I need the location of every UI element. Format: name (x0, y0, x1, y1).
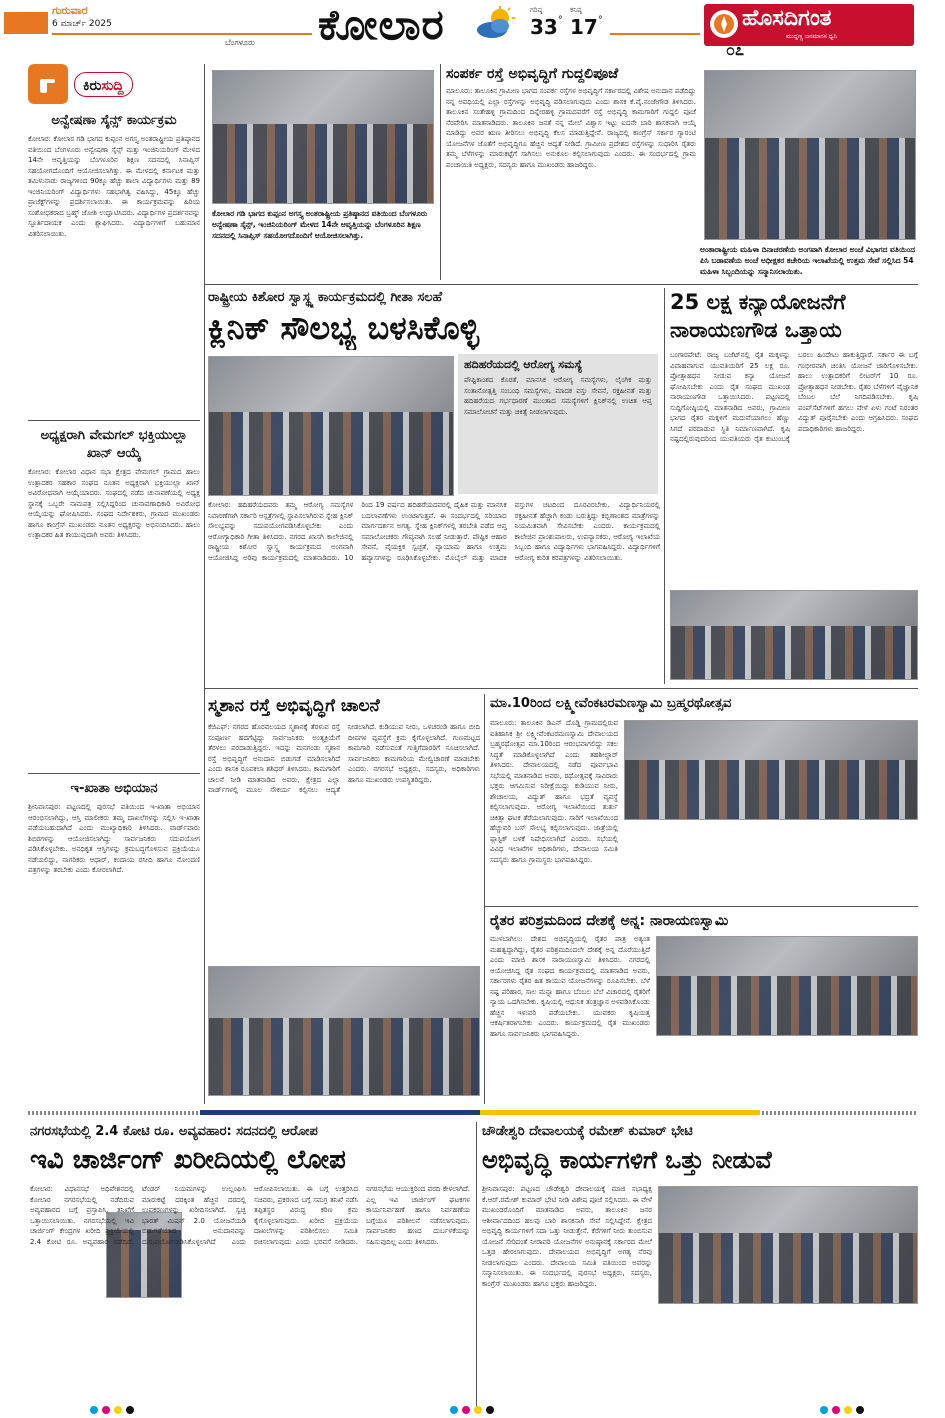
road-story-body: ಮಾಲೂರು: ತಾಲೂಕಿನ ಗ್ರಾಮೀಣ ಭಾಗದ ಸಂಪರ್ಕ ರಸ್ತೆಗಳ ಅಭಿವೃದ್ಧಿಗೆ ಸರ್ಕಾರದಲ್ಲಿ ವಿಶೇಷ ಅನುದಾನ ಪಡೆದಿದ್ದು ನನ್ನ ಅವಧಿಯಲ್ಲಿ ಎಲ್ಲಾ ರಸ್ತೆಗಳನ್ನು ಅಭಿವೃದ್ಧಿ ಪಡಿಸಲಾಗುವುದು ಎಂದು ಶಾಸಕ ಕೆ.ವೈ.ನಂಜೇಗೌಡ ತಿಳಿಸಿದರು. ತಾಲೂಕಿನ ಸಂತೇಹಳ್ಳಿ ಗ್ರಾಮದಿಂದ ದಿನ್ನೇರಹಳ್ಳಿ ಗ್ರಾಮದವರೆಗೆ ರಸ್ತೆ ಅಭಿವೃದ್ಧಿ ಕಾಮಗಾರಿಗೆ ಗುದ್ದಲಿ ಪೂಜೆ ನೆರವೇರಿಸಿ ಮಾತನಾಡಿದರು. ತಾಲೂಕಿನ ಜನತೆ ನನ್ನ ಮೇಲೆ ವಿಶ್ವಾಸ ಇಟ್ಟು ಐದನೇ ಬಾರಿ ಶಾಸಕನಾಗಿ ಆಯ್ಕೆ ಮಾಡಿದ್ದು ಅವರ ಋಣ ತೀರಿಸಲು ಅಭಿವೃದ್ಧಿ ಕೆಲಸ ಮಾಡುತ್ತಿದ್ದೇನೆ. ರಾಜ್ಯದಲ್ಲಿ ಕಾಂಗ್ರೆಸ್ ಸರ್ಕಾರ ಗ್ಯಾರಂಟಿ ಯೋಜನೆಗಳ ಜೊತೆಗೆ ಅಭಿವೃದ್ಧಿಗೂ ಹೆಚ್ಚಿನ ಆದ್ಯತೆ ನೀಡಿದೆ. ಗ್ರಾಮೀಣ ಪ್ರದೇಶದ ರಸ್ತೆಗಳನ್ನು ಸುಧಾರಿಸಿ ರೈತರು ತಮ್ಮ ಬೆಳೆಗಳನ್ನು ಮಾರುಕಟ್ಟೆಗೆ ಸಾಗಿಸಲು ಅನುಕೂಲ ಕಲ್ಪಿಸಲಾಗುವುದು ಎಂದರು. ಈ ಸಂದರ್ಭದಲ್ಲಿ ಗ್ರಾಮ ಪಂಚಾಯಿತಿ ಅಧ್ಯಕ್ಷರು, ಸದಸ್ಯರು ಹಾಗೂ ಮುಖಂಡರು ಹಾಜರಿದ್ದರು. (446, 87, 696, 169)
science-event-caption: ಕೋಲಾರ ಗಡಿ ಭಾಗದ ಕುಪ್ಪಂನ ಅಗಸ್ತ್ಯ ಅಂತರಾಷ್ಟ್ರೀಯ ಪ್ರತಿಷ್ಠಾನದ ವತಿಯಿಂದ ಬೆಂಗಳೂರು ಅನ್ವೇಷಣಾ ಸೈನ್ಸ್, ಇಂಜಿನಿಯರಿಂಗ್ ಮೇಳದ 14ನೇ ಆವೃತ್ತಿಯನ್ನು ಬೆಂಗಳೂರಿನ ಶಿಕ್ಷಣ ಸದನದಲ್ಲಿ ಸಿನಾಪ್ಸಿಸ್ ಸಹಯೋಗದೊಂದಿಗೆ ಆಯೋಜಿಸಲಾಗಿತ್ತು. (212, 209, 428, 240)
brief-item (28, 427, 200, 767)
cemetery-road-photo (208, 966, 480, 1096)
ev-kicker: ನಗರಸಭೆಯಲ್ಲಿ 2.4 ಕೋಟಿ ರೂ. ಅವ್ಯವಹಾರ: ಸದನದಲ್ಲಿ ಆರೋಪ (30, 1124, 318, 1139)
brief-title: ಅನ್ವೇಷಣಾ ಸೈನ್ಸ್ ಕಾರ್ಯಕ್ರಮ (51, 113, 177, 128)
masthead-date-block (52, 4, 232, 48)
science-event-photo (212, 70, 434, 204)
clinic-event-photo (208, 356, 454, 496)
cemetery-road-body: ಕೆಜಿಎಫ್: ನಗರದ ಹೊರವಲಯದ ಸ್ಮಶಾನಕ್ಕೆ ತೆರಳುವ ರಸ್ತೆ ಸಂಪೂರ್ಣ ಹದಗೆಟ್ಟಿದ್ದು ಸಾರ್ವಜನಿಕರು ಅಂತ್ಯಕ್ರಿಯೆಗೆ ತೆರಳಲು ಪರದಾಡುತ್ತಿದ್ದರು. ಇದನ್ನು ಮನಗಂಡು ಸ್ಮಶಾನ ರಸ್ತೆ ಅಭಿವೃದ್ಧಿಗೆ ಅನುದಾನ ಬಿಡುಗಡೆ ಮಾಡಿಸಲಾಗಿದೆ ಎಂದು ಶಾಸಕಿ ರೂಪಕಲಾ ಶಶಿಧರ್ ತಿಳಿಸಿದರು. ಕಾಮಗಾರಿಗೆ ಚಾಲನೆ ನೀಡಿ ಮಾತನಾಡಿದ ಅವರು, ಕ್ಷೇತ್ರದ ಎಲ್ಲಾ ವಾರ್ಡ್‌ಗಳಲ್ಲಿ ಮೂಲ ಸೌಕರ್ಯ ಕಲ್ಪಿಸಲು ಆದ್ಯತೆ ನೀಡಲಾಗಿದೆ. ಕುಡಿಯುವ ನೀರು, ಒಳಚರಂಡಿ ಹಾಗೂ ಬೀದಿ ದೀಪಗಳ ವ್ಯವಸ್ಥೆಗೆ ಕ್ರಮ ಕೈಗೊಳ್ಳಲಾಗಿದೆ. ಗುಣಮಟ್ಟದ ಕಾಮಗಾರಿ ನಡೆಸುವಂತೆ ಗುತ್ತಿಗೆದಾರರಿಗೆ ಸೂಚಿಸಲಾಗಿದೆ. ಸಾರ್ವಜನಿಕರು ಕಾಮಗಾರಿಯ ಮೇಲ್ವಿಚಾರಣೆ ಮಾಡಬೇಕು ಎಂದರು. ನಗರಸಭೆ ಅಧ್ಯಕ್ಷರು, ಸದಸ್ಯರು, ಅಧಿಕಾರಿಗಳು ಹಾಗೂ ಮುಖಂಡರು ಉಪಸ್ಥಿತರಿದ್ದರು. (208, 723, 480, 794)
hand-icon (28, 64, 68, 104)
weather-max-label: ಗರಿಷ್ಠ (530, 6, 543, 14)
weather-icon (474, 6, 518, 42)
weather-min-temp: 17 (570, 15, 598, 39)
kanya-headline-line2: ನಾರಾಯಣಗೌಡ ಒತ್ತಾಯ (670, 318, 842, 342)
kanya-story-body: ಬಂಗಾರಪೇಟೆ: ರಾಜ್ಯ ಬಜೆಟ್‌ನಲ್ಲಿ ರೈತ ಮಕ್ಕಳನ್ನು ವಿವಾಹವಾಗುವ ಯುವತಿಯರಿಗೆ 25 ಲಕ್ಷ ರೂ. ಪ್ರೋತ್ಸಾಹಧನ ನೀಡುವ ಕನ್ಯಾ ಯೋಜನೆ ಘೋಷಿಸಬೇಕು ಎಂದು ರೈತ ಸಂಘದ ಮುಖಂಡ ನಾರಾಯಣಗೌಡ ಒತ್ತಾಯಿಸಿದರು. ಪಟ್ಟಣದಲ್ಲಿ ಸುದ್ದಿಗೋಷ್ಠಿಯಲ್ಲಿ ಮಾತನಾಡಿದ ಅವರು, ಗ್ರಾಮೀಣ ಭಾಗದ ರೈತರ ಮಕ್ಕಳಿಗೆ ಮದುವೆಯಾಗಲು ಹೆಣ್ಣು ಸಿಗದೆ ಪರದಾಡುವ ಸ್ಥಿತಿ ನಿರ್ಮಾಣವಾಗಿದೆ. ಕೃಷಿ ನಷ್ಟದಲ್ಲಿರುವುದರಿಂದ ಯುವತಿಯರು ರೈತ ಕುಟುಂಬಕ್ಕೆ ಬರಲು ಹಿಂದೇಟು ಹಾಕುತ್ತಿದ್ದಾರೆ. ಸರ್ಕಾರ ಈ ಬಗ್ಗೆ ಗಂಭೀರವಾಗಿ ಚಿಂತಿಸಿ ಯೋಜನೆ ಜಾರಿಗೊಳಿಸಬೇಕು. ಹಾಲು ಉತ್ಪಾದಕರಿಗೆ ಲೀಟರ್‌ಗೆ 10 ರೂ. ಪ್ರೋತ್ಸಾಹಧನ ನೀಡಬೇಕು. ರೈತರ ಬೆಳೆಗಳಿಗೆ ವೈಜ್ಞಾನಿಕ ಬೆಂಬಲ ಬೆಲೆ ನಿಗದಿಪಡಿಸಬೇಕು. ಕೃಷಿ ಪಂಪ್‌ಸೆಟ್‌ಗಳಿಗೆ ಹಗಲು ವೇಳೆ ಏಳು ಗಂಟೆ ನಿರಂತರ ವಿದ್ಯುತ್ ಪೂರೈಸಬೇಕು ಎಂದು ಆಗ್ರಹಿಸಿದರು. ಸಂಘದ ಪದಾಧಿಕಾರಿಗಳು ಹಾಜರಿದ್ದರು. (670, 351, 918, 443)
womens-day-photo (704, 70, 916, 240)
brahmotsava-headline: ಮಾ.10ರಿಂದ ಲಕ್ಷ್ಮೀವೆಂಕಟರಮಣಸ್ವಾಮಿ ಬ್ರಹ್ಮರಥೋತ್ಸವ (490, 696, 732, 711)
brand-logo-icon (710, 10, 738, 38)
road-story-headline: ಸಂಪರ್ಕ ರಸ್ತೆ ಅಭಿವೃದ್ಧಿಗೆ ಗುದ್ದಲಿಪೂಜೆ (446, 66, 619, 82)
farmer-story-headline: ರೈತರ ಪರಿಶ್ರಮದಿಂದ ದೇಶಕ್ಕೆ ಅನ್ನ: ನಾರಾಯಣಸ್ವಾಮಿ (490, 913, 729, 929)
clinic-story-body: ಕೋಲಾರ: ಹದಿಹರೆಯದವರು ತಮ್ಮ ಆರೋಗ್ಯ ಸಮಸ್ಯೆಗಳ ನಿವಾರಣೆಗಾಗಿ ಸರ್ಕಾರಿ ಆಸ್ಪತ್ರೆಗಳಲ್ಲಿ ಸ್ಥಾಪಿಸಲಾಗಿರುವ ಸ್ನೇಹ ಕ್ಲಿನಿಕ್ ಸೌಲಭ್ಯವನ್ನು ಸದುಪಯೋಗಪಡಿಸಿಕೊಳ್ಳಬೇಕು ಎಂದು ಆರೋಗ್ಯಾಧಿಕಾರಿ ಗೀತಾ ತಿಳಿಸಿದರು. ನಗರದ ಖಾಸಗಿ ಕಾಲೇಜಿನಲ್ಲಿ ರಾಷ್ಟ್ರೀಯ ಕಿಶೋರ ಸ್ವಾಸ್ಥ್ಯ ಕಾರ್ಯಕ್ರಮದ ಅಂಗವಾಗಿ ಆಯೋಜಿಸಿದ್ದ ಅರಿವು ಕಾರ್ಯಕ್ರಮದಲ್ಲಿ ಮಾತನಾಡಿದರು. 10 ರಿಂದ 19 ವರ್ಷದ ಹದಿಹರೆಯದವರಲ್ಲಿ ದೈಹಿಕ ಮತ್ತು ಮಾನಸಿಕ ಬದಲಾವಣೆಗಳು ಉಂಟಾಗುತ್ತವೆ. ಈ ಸಂದರ್ಭದಲ್ಲಿ ಸರಿಯಾದ ಮಾರ್ಗದರ್ಶನ ಅಗತ್ಯ. ಸ್ನೇಹ ಕ್ಲಿನಿಕ್‌ಗಳಲ್ಲಿ ತರಬೇತಿ ಪಡೆದ ಆಪ್ತ ಸಮಾಲೋಚಕರು ಗೌಪ್ಯವಾಗಿ ಸಲಹೆ ನೀಡುತ್ತಾರೆ. ಪೌಷ್ಟಿಕ ಆಹಾರ ಸೇವನೆ, ವೈಯಕ್ತಿಕ ಸ್ವಚ್ಛತೆ, ವ್ಯಾಯಾಮ ಹಾಗೂ ಉತ್ತಮ ಹವ್ಯಾಸಗಳನ್ನು ರೂಢಿಸಿಕೊಳ್ಳಬೇಕು. ಮೊಬೈಲ್ ಮತ್ತು ಮಾದಕ ವಸ್ತುಗಳ ಚಟದಿಂದ ದೂರವಿರಬೇಕು. ವಿದ್ಯಾರ್ಥಿನಿಯರಲ್ಲಿ ರಕ್ತಹೀನತೆ ಹೆಚ್ಚಾಗಿ ಕಂಡು ಬರುತ್ತಿದ್ದು ಕಬ್ಬಿಣಾಂಶದ ಮಾತ್ರೆಗಳನ್ನು ನಿಯಮಿತವಾಗಿ ಸೇವಿಸಬೇಕು ಎಂದರು. ಕಾರ್ಯಕ್ರಮದಲ್ಲಿ ಕಾಲೇಜಿನ ಪ್ರಾಂಶುಪಾಲರು, ಉಪನ್ಯಾಸಕರು, ಆರೋಗ್ಯ ಇಲಾಖೆಯ ಸಿಬ್ಬಂದಿ ಹಾಗೂ ವಿದ್ಯಾರ್ಥಿಗಳು ಭಾಗವಹಿಸಿದ್ದರು. ವಿದ್ಯಾರ್ಥಿಗಳಿಗೆ ಆರೋಗ್ಯ ಕುರಿತ ಕರಪತ್ರಗಳನ್ನು ವಿತರಿಸಲಾಯಿತು. (208, 501, 660, 562)
temple-kicker: ಚೌಡೇಶ್ವರಿ ದೇವಾಲಯಕ್ಕೆ ರಮೇಶ್ ಕುಮಾರ್ ಭೇಟಿ (482, 1124, 693, 1139)
farmer-story-body: ಮುಳಬಾಗಿಲು: ದೇಶದ ಅಭಿವೃದ್ಧಿಯಲ್ಲಿ ರೈತರ ಪಾತ್ರ ಅತ್ಯಂತ ಮಹತ್ವದ್ದಾಗಿದ್ದು, ರೈತರ ಪರಿಶ್ರಮದಿಂದಲೇ ದೇಶಕ್ಕೆ ಅನ್ನ ದೊರೆಯುತ್ತಿದೆ ಎಂದು ಮಾಜಿ ಶಾಸಕ ನಾರಾಯಣಸ್ವಾಮಿ ತಿಳಿಸಿದರು. ನಗರದಲ್ಲಿ ಆಯೋಜಿಸಿದ್ದ ರೈತ ಸಂಘದ ಕಾರ್ಯಕ್ರಮದಲ್ಲಿ ಮಾತನಾಡಿದ ಅವರು, ಸರ್ಕಾರಗಳು ರೈತರ ಹಿತ ಕಾಯುವ ಯೋಜನೆಗಳನ್ನು ರೂಪಿಸಬೇಕು. ಬೆಳೆ ನಷ್ಟ ಪರಿಹಾರ, ಸಾಲ ಮನ್ನಾ ಹಾಗೂ ಬೆಂಬಲ ಬೆಲೆ ವಿಚಾರದಲ್ಲಿ ರೈತರಿಗೆ ನ್ಯಾಯ ಒದಗಿಸಬೇಕು. ಕೃಷಿಯಲ್ಲಿ ಆಧುನಿಕ ತಂತ್ರಜ್ಞಾನ ಅಳವಡಿಸಿಕೊಂಡು ಹೆಚ್ಚಿನ ಇಳುವರಿ ಪಡೆಯಬೇಕು. ಯುವಕರು ಕೃಷಿಯತ್ತ ಆಕರ್ಷಿತರಾಗಬೇಕು ಎಂದರು. ಕಾರ್ಯಕ್ರಮದಲ್ಲಿ ರೈತ ಮುಖಂಡರು ಹಾಗೂ ಸಾರ್ವಜನಿಕರು ಭಾಗವಹಿಸಿದ್ದರು. (490, 935, 650, 1038)
brief-body: ಕೋಲಾರ: ಕೋಲಾರ ಗಡಿ ಭಾಗದ ಕುಪ್ಪಂನ ಅಗಸ್ತ್ಯ ಅಂತರಾಷ್ಟ್ರೀಯ ಪ್ರತಿಷ್ಠಾನದ ವತಿಯಿಂದ ಬೆಂಗಳೂರು ಅನ್ವೇಷಣಾ ಸೈನ್ಸ್ ಮತ್ತು ಇಂಜಿನಿಯರಿಂಗ್ ಮೇಳದ 14ನೇ ಆವೃತ್ತಿಯನ್ನು ಬೆಂಗಳೂರಿನ ಶಿಕ್ಷಣ ಸದನದಲ್ಲಿ ಸಿನಾಪ್ಸಿಸ್ ಸಹಯೋಗದೊಂದಿಗೆ ಆಯೋಜಿಸಲಾಗಿತ್ತು. ಈ ಮೇಳದಲ್ಲಿ ಕರ್ನಾಟಕ ಮತ್ತು ತಮಿಳುನಾಡು ರಾಜ್ಯಗಳಿಂದ 90ಕ್ಕೂ ಹೆಚ್ಚು ಶಾಲಾ ವಿದ್ಯಾರ್ಥಿಗಳು ಮತ್ತು 89 ಇಂಜಿನಿಯರಿಂಗ್ ವಿದ್ಯಾರ್ಥಿಗಳು ಸಹಭಾಗಿತ್ವ ವಹಿಸಿದ್ದು, 45ಕ್ಕೂ ಹೆಚ್ಚು ಪ್ರಾಜೆಕ್ಟ್‌ಗಳನ್ನು ಪ್ರದರ್ಶಿಸಲಾಯಿತು. ಈ ಕಾರ್ಯಕ್ರಮವನ್ನು ಹಿರಿಯ ಸಂಶೋಧಕರಾದ ಬ್ರಹ್ಮ್ ಜೋಶಿ ಉದ್ಘಾಟಿಸಿದರು. ವಿದ್ಯಾರ್ಥಿಗಳ ಪ್ರದರ್ಶನವನ್ನು ಸ್ಫೂರ್ತಿದಾಯಕ ಎಂದು ಶ್ಲಾಘಿಸಿದರು. ವಿದ್ಯಾರ್ಥಿಗಳಿಗೆ ಬಹುಮಾನ ವಿತರಿಸಲಾಯಿತು. (28, 135, 200, 238)
brief-item (28, 780, 200, 1102)
masthead (0, 0, 945, 58)
masthead-day: ಗುರುವಾರ (52, 4, 88, 17)
ev-story-body: ಕೋಲಾರ: ವಿಧಾನಸಭೆ ಅಧಿವೇಶನದಲ್ಲಿ ಕೋಲಾರ ನಗರಸಭೆಯಲ್ಲಿ ನಡೆದಿರುವ ಅವ್ಯವಹಾರದ ಬಗ್ಗೆ ಪ್ರಸ್ತಾಪಿಸಿ, ತನಿಖೆಗೆ ಒತ್ತಾಯಿಸಲಾಯಿತು. ನಗರಸಭೆಯಲ್ಲಿ ಇವಿ ಚಾರ್ಜಿಂಗ್ ಕೇಂದ್ರಗಳ ಖರೀದಿ ಪ್ರಕ್ರಿಯೆಯಲ್ಲಿ 2.4 ಕೋಟಿ ರೂ. ಅವ್ಯವಹಾರ ನಡೆದಿದೆ. ಟೆಂಡರ್ ನಿಯಮಗಳನ್ನು ಉಲ್ಲಂಘಿಸಿ ಮಾರುಕಟ್ಟೆ ದರಕ್ಕಿಂತ ಹೆಚ್ಚಿನ ದರದಲ್ಲಿ ಉಪಕರಣಗಳನ್ನು ಖರೀದಿಸಲಾಗಿದೆ. ಸ್ವಚ್ಛ ಭಾರತ್ ಮಿಷನ್ 2.0 ಯೋಜನೆಯಡಿ ಬಿಡುಗಡೆಯಾದ ಅನುದಾನವನ್ನು ದುರುಪಯೋಗಪಡಿಸಿಕೊಳ್ಳಲಾಗಿದೆ ಎಂದು ಆರೋಪಿಸಲಾಯಿತು. ಈ ಬಗ್ಗೆ ಉತ್ತರಿಸಿದ ಸಚಿವರು, ಪ್ರಕರಣದ ಬಗ್ಗೆ ಸಮಗ್ರ ತನಿಖೆ ನಡೆಸಿ ತಪ್ಪಿತಸ್ಥರ ವಿರುದ್ಧ ಕಠಿಣ ಕ್ರಮ ಕೈಗೊಳ್ಳಲಾಗುವುದು. ಖರೀದಿ ಪ್ರಕ್ರಿಯೆಯ ದಾಖಲೆಗಳನ್ನು ಪರಿಶೀಲಿಸಲು ಸಮಿತಿ ರಚಿಸಲಾಗುವುದು ಎಂದು ಭರವಸೆ ನೀಡಿದರು. ನಗರಸಭೆಯ ಆಯುಕ್ತರಿಂದ ವರದಿ ಕೇಳಲಾಗಿದೆ. ಎಲ್ಲ ಇವಿ ಚಾರ್ಜಿಂಗ್ ಘಟಕಗಳ ಕಾರ್ಯನಿರ್ವಹಣೆ ಹಾಗೂ ನಿರ್ವಹಣೆಯ ಬಗ್ಗೆಯೂ ಪರಿಶೀಲನೆ ನಡೆಸಲಾಗುವುದು. ಸಾರ್ವಜನಿಕರ ಹಣದ ದುರ್ಬಳಕೆಯನ್ನು ಸಹಿಸುವುದಿಲ್ಲ ಎಂದು ತಿಳಿಸಿದರು. (30, 1185, 470, 1246)
weather-min-label: ಕನಿಷ್ಠ (570, 6, 582, 14)
brief-title: ಇ-ಖಾತಾ ಅಭಿಯಾನ (70, 781, 158, 796)
page-number: ೦೭ (726, 40, 744, 59)
clinic-info-box (458, 354, 658, 494)
clinic-info-box-title: ಹದಿಹರೆಯದಲ್ಲಿ ಆರೋಗ್ಯ ಸಮಸ್ಯೆ (464, 358, 583, 371)
kanya-headline-line1: 25 ಲಕ್ಷ ಕನ್ಯಾಯೋಜನೆಗೆ (670, 290, 846, 314)
cemetery-road-headline: ಸ್ಮಶಾನ ರಸ್ತೆ ಅಭಿವೃದ್ಧಿಗೆ ಚಾಲನೆ (208, 696, 380, 716)
clinic-info-box-body: ಪೌಷ್ಟಿಕಾಂಶದ ಕೊರತೆ, ಮಾನಸಿಕ ಆರೋಗ್ಯ ಸಮಸ್ಯೆಗಳು, ಲೈಂಗಿಕ ಮತ್ತು ಸಂತಾನೋತ್ಪತ್ತಿ ಸಂಬಂಧಿ ಸಮಸ್ಯೆಗಳು, ಮಾದಕ ವಸ್ತು ಸೇವನೆ, ರಕ್ತಹೀನತೆ ಮತ್ತು ಹದಿಹರೆಯದ ಗರ್ಭಧಾರಣೆ ಮುಂತಾದ ಸಮಸ್ಯೆಗಳಿಗೆ ಕ್ಲಿನಿಕ್‌ನಲ್ಲಿ ಉಚಿತ ಆಪ್ತ ಸಮಾಲೋಚನೆ ಮತ್ತು ಚಿಕಿತ್ಸೆ ನೀಡಲಾಗುವುದು. (464, 376, 652, 416)
kirusuddi-column (28, 64, 200, 1104)
temple-visit-photo (658, 1186, 918, 1304)
weather-min-degree: ° (597, 15, 603, 26)
clinic-kicker: ರಾಷ್ಟ್ರೀಯ ಕಿಶೋರ ಸ್ವಾಸ್ಥ್ಯ ಕಾರ್ಯಕ್ರಮದಲ್ಲಿ ಗೀತಾ ಸಲಹೆ (208, 290, 443, 305)
temple-story-body: ಶ್ರೀನಿವಾಸಪುರ: ಪಟ್ಟಣದ ಚೌಡೇಶ್ವರಿ ದೇವಾಲಯಕ್ಕೆ ಮಾಜಿ ಸಭಾಧ್ಯಕ್ಷ ಕೆ.ಆರ್.ರಮೇಶ್ ಕುಮಾರ್ ಭೇಟಿ ನೀಡಿ ವಿಶೇಷ ಪೂಜೆ ಸಲ್ಲಿಸಿದರು. ಈ ವೇಳೆ ಮುಖಂಡರೊಂದಿಗೆ ಮಾತನಾಡಿದ ಅವರು, ತಾಲೂಕಿನ ಜನರ ಆಶೀರ್ವಾದದಿಂದ ಹಲವು ಬಾರಿ ಶಾಸಕನಾಗಿ ಸೇವೆ ಸಲ್ಲಿಸಿದ್ದೇನೆ. ಕ್ಷೇತ್ರದ ಅಭಿವೃದ್ಧಿ ಕಾರ್ಯಗಳಿಗೆ ಸದಾ ಒತ್ತು ನೀಡುತ್ತೇನೆ. ಕೆರೆಗಳಿಗೆ ನೀರು ತುಂಬಿಸುವ ಯೋಜನೆ ಸೇರಿದಂತೆ ನೀರಾವರಿ ಯೋಜನೆಗಳ ಅನುಷ್ಠಾನಕ್ಕೆ ಸರ್ಕಾರದ ಮೇಲೆ ಒತ್ತಡ ಹೇರಲಾಗುವುದು. ದೇವಾಲಯದ ಅಭಿವೃದ್ಧಿಗೆ ಅಗತ್ಯ ನೆರವು ನೀಡಲಾಗುವುದು ಎಂದರು. ದೇವಾಲಯ ಸಮಿತಿ ವತಿಯಿಂದ ಅವರನ್ನು ಸನ್ಮಾನಿಸಲಾಯಿತು. ಈ ಸಂದರ್ಭದಲ್ಲಿ ಪುರಸಭೆ ಅಧ್ಯಕ್ಷರು, ಸದಸ್ಯರು, ಕಾಂಗ್ರೆಸ್ ಮುಖಂಡರು ಹಾಗೂ ಭಕ್ತರು ಹಾಜರಿದ್ದರು. (482, 1185, 652, 1288)
weather-max-temp: 33 (530, 15, 558, 39)
farmer-event-photo (656, 936, 918, 1036)
brahmotsava-meeting-photo (624, 720, 918, 820)
farmers-group-photo (670, 590, 918, 680)
womens-day-caption: ಅಂತಾರಾಷ್ಟ್ರೀಯ ಮಹಿಳಾ ದಿನಾಚರಣೆಯ ಅಂಗವಾಗಿ ಕೋಲಾರ ಅಂಚೆ ವಿಭಾಗದ ವತಿಯಿಂದ ಪಿಸಿ ಬಡಾವಣೆಯ ಅಂಚೆ ಅಧೀಕ್ಷಕರ ಕಚೇರಿಯ ಇಲಾಖೆಯಲ್ಲಿ ಉತ್ತಮ ಸೇವೆ ಸಲ್ಲಿಸಿದ 54 ಮಹಿಳಾ ಸಿಬ್ಬಂದಿಯನ್ನು ಸನ್ಮಾನಿಸಲಾಯಿತು. (700, 245, 916, 276)
column-divider (204, 64, 205, 1104)
brahmotsava-body: ಮಾಲೂರು: ತಾಲೂಕಿನ ಡಿಎನ್ ದೊಡ್ಡಿ ಗ್ರಾಮದಲ್ಲಿರುವ ಐತಿಹಾಸಿಕ ಶ್ರೀ ಲಕ್ಷ್ಮೀವೆಂಕಟರಮಣಸ್ವಾಮಿ ದೇವಾಲಯದ ಬ್ರಹ್ಮರಥೋತ್ಸವ ಮಾ.10ರಿಂದ ಆರಂಭವಾಗಲಿದ್ದು ಸಕಲ ಸಿದ್ಧತೆ ಮಾಡಿಕೊಳ್ಳಲಾಗಿದೆ ಎಂದು ತಹಶೀಲ್ದಾರ್ ತಿಳಿಸಿದರು. ದೇವಾಲಯದಲ್ಲಿ ನಡೆದ ಪೂರ್ವಭಾವಿ ಸಭೆಯಲ್ಲಿ ಮಾತನಾಡಿದ ಅವರು, ರಥೋತ್ಸವಕ್ಕೆ ಸಾವಿರಾರು ಭಕ್ತರು ಆಗಮಿಸುವ ನಿರೀಕ್ಷೆಯಿದ್ದು ಕುಡಿಯುವ ನೀರು, ಶೌಚಾಲಯ, ವಿದ್ಯುತ್ ಹಾಗೂ ಭದ್ರತೆ ವ್ಯವಸ್ಥೆ ಕಲ್ಪಿಸಲಾಗುವುದು. ಆರೋಗ್ಯ ಇಲಾಖೆಯಿಂದ ತುರ್ತು ಚಿಕಿತ್ಸಾ ಘಟಕ ತೆರೆಯಲಾಗುವುದು. ಸಾರಿಗೆ ಇಲಾಖೆಯಿಂದ ಹೆಚ್ಚುವರಿ ಬಸ್ ಸೌಲಭ್ಯ ಕಲ್ಪಿಸಲಾಗುವುದು. ಜಾತ್ರೆಯಲ್ಲಿ ಪ್ಲಾಸ್ಟಿಕ್ ಬಳಕೆ ನಿಷೇಧಿಸಲಾಗಿದೆ ಎಂದರು. ಸಭೆಯಲ್ಲಿ ವಿವಿಧ ಇಲಾಖೆಗಳ ಅಧಿಕಾರಿಗಳು, ದೇವಾಲಯ ಸಮಿತಿ ಸದಸ್ಯರು ಹಾಗೂ ಗ್ರಾಮಸ್ಥರು ಭಾಗವಹಿಸಿದ್ದರು. (490, 719, 618, 864)
masthead-orange-bar (4, 12, 48, 34)
kirusuddi-label-b: ಸುದ್ದಿ (101, 77, 124, 94)
weather-max (530, 6, 566, 39)
masthead-rule (52, 33, 312, 35)
kirusuddi-label-a: ಕಿರು (83, 77, 102, 94)
masthead-city: ಬೆಂಗಳೂರು (225, 38, 255, 47)
weather-min (570, 6, 606, 39)
section-divider (28, 1110, 918, 1116)
brand-tagline: ಮುದ್ದಣ್ಣ ಜನಮಾನಸ ಧ್ವನಿ (786, 33, 837, 40)
registration-marks (0, 1406, 945, 1418)
brief-title: ಅಧ್ಯಕ್ಷರಾಗಿ ವೇಮಗಲ್ ಭಕ್ತಿಯುಲ್ಲಾ ಖಾನ್ ಆಯ್ಕೆ (40, 428, 188, 461)
brief-item (28, 112, 200, 414)
temple-headline: ಅಭಿವೃದ್ಧಿ ಕಾರ್ಯಗಳಿಗೆ ಒತ್ತು ನೀಡುವೆ (482, 1146, 772, 1174)
clinic-headline: ಕ್ಲಿನಿಕ್ ಸೌಲಭ್ಯ ಬಳಸಿಕೊಳ್ಳಿ (208, 309, 480, 347)
weather-max-degree: ° (557, 15, 563, 26)
kirusuddi-header (28, 64, 200, 104)
ev-headline: ಇವಿ ಚಾರ್ಜಿಂಗ್ ಖರೀದಿಯಲ್ಲಿ ಲೋಪ (30, 1145, 346, 1175)
brand-name: ಹೊಸದಿಗಂತ (742, 6, 832, 31)
masthead-rule-right (610, 33, 700, 35)
brief-body: ಕೋಲಾರ: ಕೋಲಾರ ವಿಧಾನ ಸಭಾ ಕ್ಷೇತ್ರದ ವೇಮಗಲ್ ಗ್ರಾಮದ ಹಾಲು ಉತ್ಪಾದಕರ ಸಹಕಾರ ಸಂಘದ ನೂತನ ಅಧ್ಯಕ್ಷರಾಗಿ ಭಕ್ತಿಯುಲ್ಲಾ ಖಾನ್ ಅವಿರೋಧವಾಗಿ ಆಯ್ಕೆಯಾದರು. ಸಂಘದಲ್ಲಿ ನಡೆದ ಚುನಾವಣೆಯಲ್ಲಿ ಅಧ್ಯಕ್ಷ ಸ್ಥಾನಕ್ಕೆ ಒಬ್ಬರೇ ನಾಮಪತ್ರ ಸಲ್ಲಿಸಿದ್ದರಿಂದ ಚುನಾವಣಾಧಿಕಾರಿ ಅವಿರೋಧ ಆಯ್ಕೆಯನ್ನು ಘೋಷಿಸಿದರು. ಸಂಘದ ನಿರ್ದೇಶಕರು, ಗ್ರಾಮದ ಮುಖಂಡರು ಹಾಗೂ ಕಾಂಗ್ರೆಸ್ ಮುಖಂಡರು ನೂತನ ಅಧ್ಯಕ್ಷರನ್ನು ಅಭಿನಂದಿಸಿದರು. ಹಾಲು ಉತ್ಪಾದಕರ ಹಿತ ಕಾಯುವುದಾಗಿ ಅವರು ತಿಳಿಸಿದರು. (28, 468, 200, 539)
brief-body: ಶ್ರೀನಿವಾಸಪುರ: ಪಟ್ಟಣದಲ್ಲಿ ಪುರಸಭೆ ವತಿಯಿಂದ ಇ-ಖಾತಾ ಅಭಿಯಾನ ಆರಂಭಿಸಲಾಗಿದ್ದು, ಆಸ್ತಿ ಮಾಲೀಕರು ತಮ್ಮ ದಾಖಲೆಗಳನ್ನು ಸಲ್ಲಿಸಿ ಇ-ಖಾತಾ ಪಡೆಯಬಹುದಾಗಿದೆ ಎಂದು ಮುಖ್ಯಾಧಿಕಾರಿ ತಿಳಿಸಿದರು. ವಾರ್ಡ್‌ವಾರು ಶಿಬಿರಗಳನ್ನು ಆಯೋಜಿಸಲಾಗಿದ್ದು ಸಾರ್ವಜನಿಕರು ಸದುಪಯೋಗ ಪಡಿಸಿಕೊಳ್ಳಬೇಕು. ಅನಧಿಕೃತ ಆಸ್ತಿಗಳನ್ನು ಕ್ರಮಬದ್ಧಗೊಳಿಸುವ ಪ್ರಕ್ರಿಯೆಯೂ ನಡೆಯಲಿದ್ದು, ನಾಗರಿಕರು ಆಧಾರ್, ಕಂದಾಯ ರಸೀದಿ ಹಾಗೂ ನೋಂದಣಿ ಪತ್ರಗಳನ್ನು ತರಬೇಕು ಎಂದು ಕೋರಲಾಗಿದೆ. (28, 803, 200, 874)
masthead-section-title: ಕೋಲಾರ (318, 0, 445, 49)
masthead-date: 6 ಮಾರ್ಚ್ 2025 (52, 19, 112, 29)
